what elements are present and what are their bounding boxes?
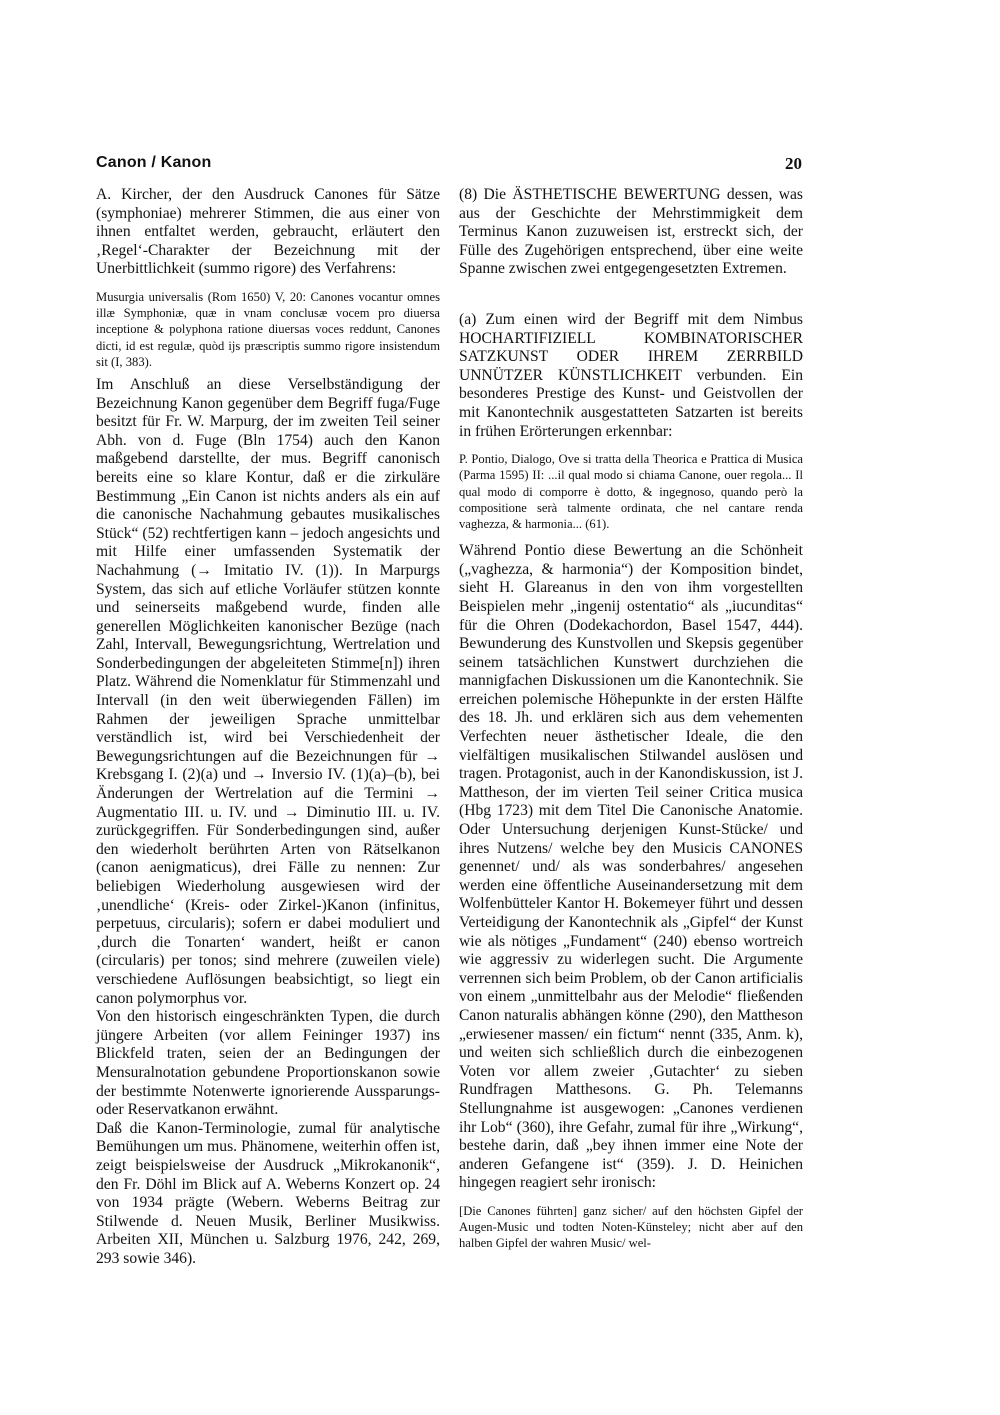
paragraph-terminology: Daß die Kanon-Terminologie, zumal für analytische Bemühungen um mus. Phänomene, weiterhin offen ist, zeigt beispielsweise der Ausdruck „Mikrokanonik“, den Fr. Döhl im Blick auf A. Weberns Konzert op. 24 von 1934 prägte (Webern. Weberns Beitrag zur Stilwende d. Neuen Musik, Berliner Musikwiss. Arbeiten XII, München u. Salzburg 1976, 242, 269, 293 sowie 346). [96, 1119, 440, 1267]
running-head [96, 154, 802, 178]
paragraph-kircher: A. Kircher, der den Ausdruck Canones für Sätze (symphoniae) mehrerer Stimmen, die aus einer von ihnen entfaltet werden, gebraucht, erläutert den ‚Regel‘-Charakter der Bezeichnung mit der Unerbittlichkeit (summo rigore) des Verfahrens: [96, 186, 440, 278]
paragraph-aesthetic-evaluation: (8) Die ÄSTHETISCHE BEWERTUNG dessen, was aus der Geschichte der Mehrstimmigkeit dem Terminus Kanon zuzuweisen ist, erstreckt sich, der Fülle des Zugehörigen entsprechend, über eine weite Spanne zwischen zwei entgegengesetzten Extremen. [459, 186, 803, 278]
paragraph-nimbus: (a) Zum einen wird der Begriff mit dem Nimbus HOCHARTIFIZIELL KOMBINATORISCHER SATZKUNST ODER IHREM ZERRBILD UNNÜTZER KÜNSTLICHKEIT verbunden. Ein besonderes Prestige des Kunst- und Geistvollen der mit Kanontechnik ausgestatteten Satzarten ist bereits in frühen Erörterungen erkennbar: [459, 310, 803, 440]
quote-musurgia: Musurgia universalis (Rom 1650) V, 20: Canones vocantur omnes illæ Symphoniæ, quæ in vnam conclusæ vocem pro diuersa inceptione & polyphona ratione diuersas voces reddunt, Canones dicti, id est regulæ, quòd ijs præscriptis summo rigore insistendum sit (I, 383). [96, 289, 440, 369]
paragraph-marpurg: Im Anschluß an diese Verselbständigung der Bezeichnung Kanon gegenüber dem Begriff fuga/Fuge besitzt für Fr. W. Marpurg, der im zweiten Teil seiner Abh. von d. Fuge (Bln 1754) auch den Kanon maßgebend darstellte, der mus. Begriff canonisch bereits eine so klare Kontur, daß er die zirkuläre Bestimmung „Ein Canon ist nichts anders als ein auf die canonische Nachahmung gebautes musikalisches Stück“ (52) rechtfertigen kann – jedoch angesichts und mit Hilfe einer umfassenden Systematik der Nachahmung (→ Imitatio IV. (1)). In Marpurgs System, das sich auf etliche Vorläufer stützen konnte und seinerseits maßgebend wurde, finden alle generellen Möglichkeiten kanonischer Bezüge (nach Zahl, Intervall, Bewegungsrichtung, Wertrelation und Sonderbedingungen der abgeleiteten Stimme[n]) ihren Platz. Während die Nomenklatur für Stimmenzahl und Intervall (in den weit überwiegenden Fällen) im Rahmen der jeweiligen Sprache unmittelbar verständlich ist, wird bei Verschiedenheit der Bewegungsrichtungen auf die Bezeichnungen für → Krebsgang I. (2)(a) und → Inversio IV. (1)(a)–(b), bei Änderungen der Wertrelation auf die Termini → Augmentatio III. u. IV. und → Diminutio III. u. IV. zurückgegriffen. Für Sonderbedingungen sind, außer den wiederholt berührten Arten von Rätselkanon (canon aenigmaticus), drei Fälle zu nennen: Zur beliebigen Wiederholung ausgewiesen wird der ‚unendliche‘ (Kreis- oder Zirkel-)Kanon (infinitus, perpetuus, circularis); sofern er dabei moduliert und ‚durch die Tonarten‘ wandert, heißt er canon (circularis) per tonos; sind mehrere (zuweilen viele) verschiedene Auflösungen beabsichtigt, so liegt ein canon polymorphus vor. [96, 375, 440, 1007]
left-column [96, 186, 440, 1268]
article-title: Canon / Kanon [96, 154, 212, 171]
quote-heinichen: [Die Canones führten] ganz sicher/ auf den höchsten Gipfel der Augen-Music und todten Noten-Künsteley; nicht aber auf den halben Gipfel der wahren Music/ wel- [459, 1203, 803, 1251]
right-column [459, 186, 803, 1252]
paragraph-historic-types: Von den historisch eingeschränkten Typen, die durch jüngere Arbeiten (vor allem Feininger 1937) ins Blickfeld traten, seien der an Bedingungen der Mensuralnotation gebundene Proportionskanon sowie der bestimmte Notenwerte ignorierende Aussparungs- oder Reservatkanon erwähnt. [96, 1008, 440, 1119]
quote-pontio: P. Pontio, Dialogo, Ove si tratta della Theorica e Prattica di Musica (Parma 1595) II: ...il qual modo si chiama Canone, ouer regola... Il qual modo di comporre è dotto, & ingegnoso, quando però la compositione serà talmente ordinata, che nel cantare renda vaghezza, & harmonia... (61). [459, 452, 803, 531]
paragraph-mattheson: Während Pontio diese Bewertung an die Schönheit („vaghezza, & harmonia“) der Komposition bindet, sieht H. Glareanus in den von ihm vorgestellten Beispielen mehr „ingenij ostentatio“ als „iucunditas“ für die Ohren (Dodekachordon, Basel 1547, 444). Bewunderung des Kunstvollen und Skepsis gegenüber seinem tatsächlichen Kunstwert durchziehen die mannigfachen Diskussionen um die Kanontechnik. Sie erreichen polemische Höhepunkte in der ersten Hälfte des 18. Jh. und erklären sich aus dem vehementen Verfechten neuer ästhetischer Ideale, die den vielfältigen musikalischen Stilwandel auslösen und tragen. Protagonist, auch in der Kanondiskussion, ist J. Mattheson, der im vierten Teil seiner Critica musica (Hbg 1723) mit dem Titel Die Canonische Anatomie. Oder Untersuchung derjenigen Kunst-Stücke/ und ihres Nutzens/ welche bey den Musicis CANONES genennet/ und/ als was sonderbahres/ angesehen werden eine öffentliche Auseinandersetzung mit dem Wolfenbütteler Kantor H. Bokemeyer führt und dessen Verteidigung der Kanontechnik als „Gipfel“ der Kunst wie als nötiges „Fundament“ (240) ebenso wortreich wie aggressiv zu widerlegen sucht. Die Argumente verrennen sich beim Problem, ob der Canon artificialis von einem „unmittelbahr aus der Melodie“ fließenden Canon naturalis abhängen könne (290), den Mattheson „erwiesener massen/ ein fictum“ nennt (335, Anm. k), und weiten sich schließlich durch die einbezogenen Voten vor allem zweier ‚Gutachter‘ zu sieben Rundfragen Matthesons. G. Ph. Telemanns Stellungnahme ist ausgewogen: „Canones verdienen ihr Lob“ (360), ihre Gefahr, zumal für ihre „Wirkung“, bestehe darin, daß „bey ihnen immer eine Note der anderen Gefangene ist“ (359). J. D. Heinichen hingegen reagiert sehr ironisch: [459, 542, 803, 1192]
page-number: 20 [785, 154, 802, 173]
